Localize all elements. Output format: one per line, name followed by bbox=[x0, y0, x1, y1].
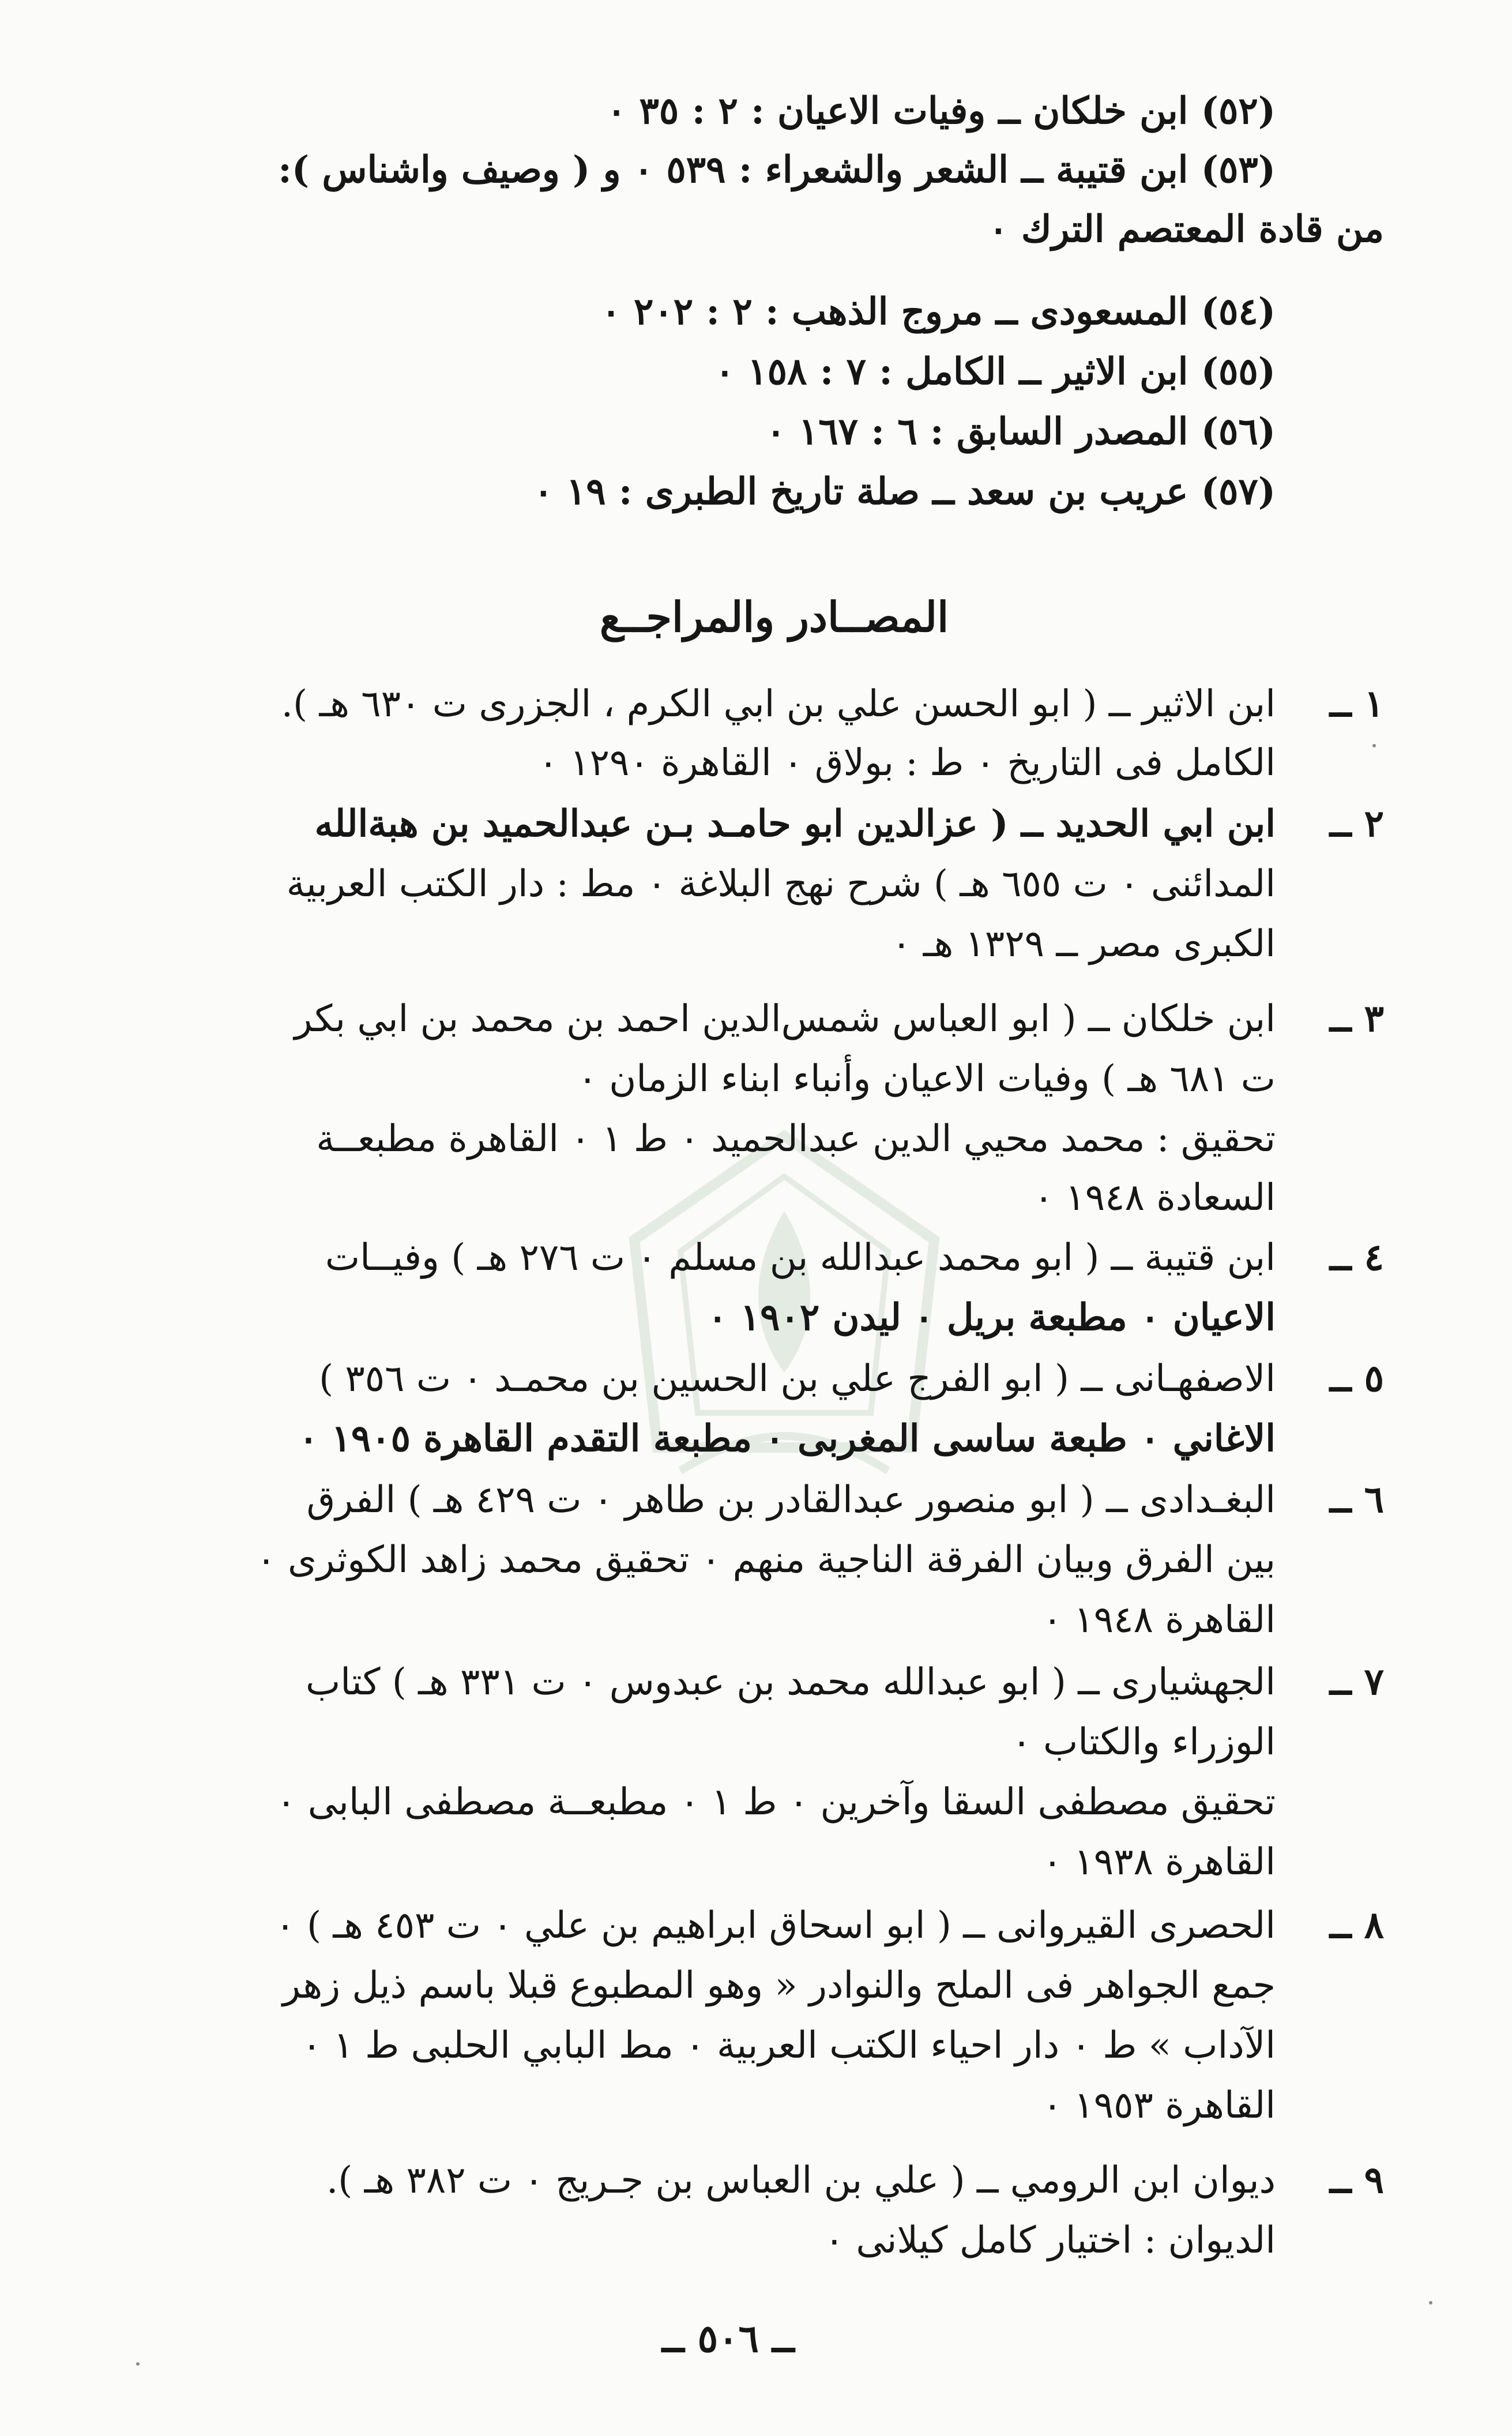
ref-6-number: ٦ ــ bbox=[1329, 1478, 1384, 1521]
ref-6-line-3: القاهرة ١٩٤٨ ٠ bbox=[1042, 1599, 1276, 1641]
ref-5-number: ٥ ــ bbox=[1329, 1357, 1384, 1400]
ref-7-number: ٧ ــ bbox=[1329, 1660, 1384, 1704]
ref-6-line-2: بين الفرق وبيان الفرقة الناجية منهم ٠ تحقيق محمد زاهد الكوثرى ٠ bbox=[256, 1539, 1276, 1581]
scan-speck bbox=[136, 2362, 140, 2366]
ref-7-line-1: الجهشيارى ــ ( ابو عبدالله محمد بن عبدوس ٠ ت ٣٣١ هـ ) كتاب bbox=[305, 1661, 1276, 1704]
ref-7-line-2: الوزراء والكتاب ٠ bbox=[1011, 1721, 1276, 1764]
ref-5-line-1: الاصفهـانى ــ ( ابو الفرج علي بن الحسين بن محمـد ٠ ت ٣٥٦ ) bbox=[319, 1358, 1276, 1400]
ref-8-line-4: القاهرة ١٩٥٣ ٠ bbox=[1042, 2084, 1276, 2127]
note-53-continued: من قادة المعتصم الترك ٠ bbox=[988, 208, 1384, 251]
scan-speck bbox=[1372, 744, 1376, 747]
ref-7-line-3: تحقيق مصطفى السقا وآخرين ٠ ط ١ ٠ مطبعــة مصطفى البابى ٠ bbox=[276, 1781, 1276, 1824]
ref-3-line-4: السعادة ١٩٤٨ ٠ bbox=[1033, 1176, 1276, 1219]
ref-3-line-3: تحقيق : محمد محيي الدين عبدالحميد ٠ ط ١ ٠ القاهرة مطبعــة bbox=[316, 1118, 1276, 1160]
ref-1-line-2: الكامل فى التاريخ ٠ ط : بولاق ٠ القاهرة ١٢٩٠ ٠ bbox=[538, 742, 1276, 784]
ref-9-number: ٩ ــ bbox=[1329, 2159, 1384, 2202]
ref-1-line-1: ابن الاثير ــ ( ابو الحسن علي بن ابي الكرم ، الجزرى ت ٦٣٠ هـ ). bbox=[281, 683, 1276, 725]
ref-1-number: ١ ــ bbox=[1329, 682, 1384, 725]
ref-3-number: ٣ ــ bbox=[1329, 997, 1384, 1040]
note-56: (٥٦) المصدر السابق : ٦ : ١٦٧ ٠ bbox=[766, 410, 1276, 453]
scan-speck bbox=[1429, 2301, 1432, 2305]
ref-2-line-1: ابن ابي الحديد ــ ( عزالدين ابو حامـد بـن عبدالحميد بن هبةالله bbox=[314, 802, 1276, 845]
section-title: المصــادر والمراجــع bbox=[600, 592, 949, 641]
ref-8-number: ٨ ــ bbox=[1329, 1904, 1384, 1947]
ref-8-line-3: الآداب » ط ٠ دار احياء الكتب العربية ٠ مط البابي الحلبى ط ١ ٠ bbox=[302, 2024, 1276, 2067]
ref-2-line-3: الكبرى مصر ــ ١٣٢٩ هـ ٠ bbox=[891, 923, 1276, 965]
note-53: (٥٣) ابن قتيبة ــ الشعر والشعراء : ٥٣٩ ٠ و ( وصيف واشناس ): bbox=[278, 148, 1276, 191]
ref-4-line-1: ابن قتيبة ــ ( ابو محمد عبدالله بن مسلم ٠ ت ٢٧٦ هـ ) وفيــات bbox=[325, 1236, 1276, 1279]
ref-8-line-1: الحصرى القيروانى ــ ( ابو اسحاق ابراهيم بن علي ٠ ت ٤٥٣ هـ ) ٠ bbox=[275, 1904, 1276, 1947]
page-number: ــ ٥٠٦ ــ bbox=[662, 2316, 795, 2361]
ref-7-line-4: القاهرة ١٩٣٨ ٠ bbox=[1042, 1841, 1276, 1884]
ref-2-number: ٢ ــ bbox=[1329, 802, 1384, 845]
ref-5-line-2: الاغاني ٠ طبعة ساسى المغربى ٠ مطبعة التقدم القاهرة ١٩٠٥ ٠ bbox=[298, 1417, 1276, 1460]
ref-3-line-1: ابن خلكان ــ ( ابو العباس شمس‌الدين احمد بن محمد بن ابي بكر bbox=[294, 998, 1276, 1040]
ref-8-line-2: جمع الجواهر فى الملح والنوادر « وهو المطبوع قبلا باسم ذيل زهر bbox=[283, 1964, 1276, 2007]
note-57: (٥٧) عريب بن سعد ــ صلة تاريخ الطبرى : ١٩ ٠ bbox=[533, 470, 1276, 513]
ref-2-line-2: المدائنى ٠ ت ٦٥٥ هـ ) شرح نهج البلاغة ٠ مط : دار الكتب العربية bbox=[286, 863, 1276, 905]
ref-4-line-2: الاعيان ٠ مطبعة بريل ٠ ليدن ١٩٠٢ ٠ bbox=[708, 1296, 1276, 1339]
ref-9-line-2: الديوان : اختيار كامل كيلانى ٠ bbox=[824, 2219, 1276, 2262]
ref-4-number: ٤ ــ bbox=[1329, 1236, 1384, 1279]
ref-6-line-1: البغـدادى ــ ( ابو منصور عبدالقادر بن طاهر ٠ ت ٤٢٩ هـ ) الفرق bbox=[306, 1479, 1276, 1521]
ref-9-line-1: ديوان ابن الرومي ــ ( علي بن العباس بن جـريج ٠ ت ٣٨٢ هـ ). bbox=[326, 2159, 1276, 2202]
note-54: (٥٤) المسعودى ــ مروج الذهب : ٢ : ٢٠٢ ٠ bbox=[601, 290, 1276, 333]
ref-3-line-2: ت ٦٨١ هـ ) وفيات الاعيان وأنباء ابناء الزمان ٠ bbox=[577, 1058, 1276, 1100]
note-55: (٥٥) ابن الاثير ــ الكامل : ٧ : ١٥٨ ٠ bbox=[714, 350, 1276, 393]
note-52: (٥٢) ابن خلكان ــ وفيات الاعيان : ٢ : ٣٥ ٠ bbox=[606, 89, 1276, 133]
